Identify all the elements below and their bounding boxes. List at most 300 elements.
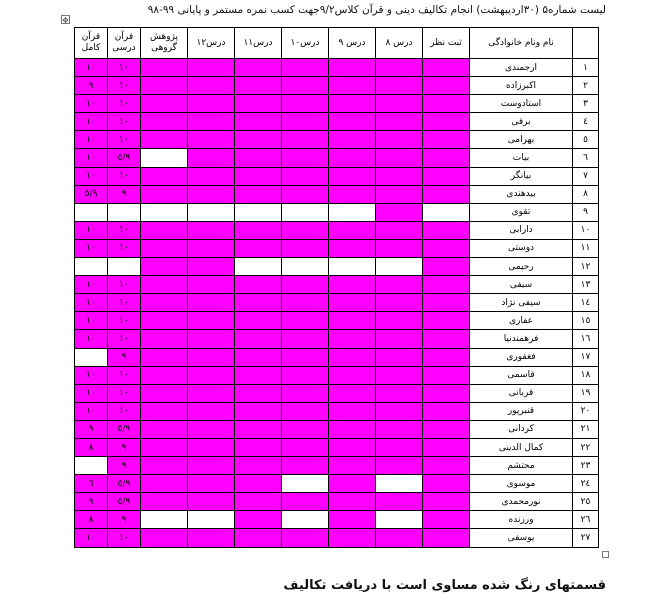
student-name: محتشم <box>470 457 573 475</box>
group-research-cell <box>141 529 188 547</box>
sabt-nazar-cell <box>423 167 470 185</box>
lesson-12-cell <box>188 438 235 456</box>
lesson-11-cell <box>235 77 282 95</box>
lesson-9-cell <box>329 95 376 113</box>
lesson-9-cell <box>329 276 376 294</box>
quran-darsi-cell: ۱۰ <box>108 402 141 420</box>
lesson-12-cell <box>188 475 235 493</box>
lesson-8-cell <box>376 384 423 402</box>
lesson-12-cell <box>188 312 235 330</box>
lesson-12-cell <box>188 113 235 131</box>
group-research-cell <box>141 59 188 77</box>
table-row <box>75 294 599 312</box>
sabt-nazar-cell <box>423 239 470 257</box>
lesson-9-cell <box>329 420 376 438</box>
quran-darsi-cell: ۱۰ <box>108 167 141 185</box>
row-number: ۲۷ <box>573 529 599 547</box>
lesson-8-cell <box>376 366 423 384</box>
lesson-12-cell <box>188 167 235 185</box>
table-row <box>75 511 599 529</box>
row-number: ٤ <box>573 113 599 131</box>
lesson-10-cell <box>282 457 329 475</box>
table-row <box>75 438 599 456</box>
lesson-8-cell <box>376 330 423 348</box>
lesson-11-cell <box>235 475 282 493</box>
sabt-nazar-cell <box>423 420 470 438</box>
lesson-11-cell <box>235 113 282 131</box>
group-research-cell <box>141 475 188 493</box>
quran-darsi-cell: ۹ <box>108 348 141 366</box>
table-row <box>75 221 599 239</box>
lesson-12-cell <box>188 511 235 529</box>
row-number: ۲٦ <box>573 511 599 529</box>
quran-darsi-cell: ۹/٥ <box>108 420 141 438</box>
group-research-cell <box>141 167 188 185</box>
lesson-10-cell <box>282 276 329 294</box>
group-research-cell <box>141 77 188 95</box>
lesson-8-cell <box>376 276 423 294</box>
lesson-8-cell <box>376 493 423 511</box>
quran-darsi-cell: ۹ <box>108 511 141 529</box>
quran-kamel-cell: ۱۰ <box>75 221 108 239</box>
sabt-nazar-cell <box>423 95 470 113</box>
lesson-8-cell <box>376 77 423 95</box>
quran-kamel-cell: ۸ <box>75 511 108 529</box>
row-number: ۸ <box>573 185 599 203</box>
table-body <box>75 59 599 548</box>
lesson-12-cell <box>188 185 235 203</box>
row-number: ۱٦ <box>573 330 599 348</box>
header-lesson-8: درس ۸ <box>376 28 423 59</box>
group-research-cell <box>141 438 188 456</box>
lesson-10-cell <box>282 493 329 511</box>
quran-kamel-cell: ۱۰ <box>75 149 108 167</box>
quran-kamel-cell: ۱۰ <box>75 113 108 131</box>
lesson-12-cell <box>188 457 235 475</box>
quran-kamel-cell: ۱۰ <box>75 402 108 420</box>
lesson-8-cell <box>376 221 423 239</box>
quran-darsi-cell: ۱۰ <box>108 239 141 257</box>
student-name: قاسمی <box>470 366 573 384</box>
lesson-8-cell <box>376 258 423 276</box>
quran-kamel-cell: ۱۰ <box>75 59 108 77</box>
lesson-11-cell <box>235 239 282 257</box>
lesson-12-cell <box>188 493 235 511</box>
group-research-cell <box>141 95 188 113</box>
lesson-9-cell <box>329 221 376 239</box>
quran-kamel-cell: ۸ <box>75 438 108 456</box>
lesson-11-cell <box>235 493 282 511</box>
lesson-10-cell <box>282 475 329 493</box>
table-row <box>75 457 599 475</box>
lesson-10-cell <box>282 239 329 257</box>
lesson-12-cell <box>188 203 235 221</box>
table-row <box>75 312 599 330</box>
lesson-12-cell <box>188 384 235 402</box>
table-row <box>75 420 599 438</box>
group-research-cell <box>141 131 188 149</box>
header-sabt-nazar: ثبت نظر <box>423 28 470 59</box>
student-name: سیفی نژاد <box>470 294 573 312</box>
lesson-9-cell <box>329 294 376 312</box>
row-number: ۱۱ <box>573 239 599 257</box>
student-name: نورمحمدی <box>470 493 573 511</box>
lesson-12-cell <box>188 294 235 312</box>
lesson-9-cell <box>329 330 376 348</box>
sabt-nazar-cell <box>423 294 470 312</box>
sabt-nazar-cell <box>423 457 470 475</box>
grades-table <box>74 27 599 548</box>
student-name: برقی <box>470 113 573 131</box>
lesson-11-cell <box>235 529 282 547</box>
row-number: ۲۳ <box>573 457 599 475</box>
quran-darsi-cell: ۹/٥ <box>108 493 141 511</box>
table-row <box>75 185 599 203</box>
student-name: دارابی <box>470 221 573 239</box>
quran-darsi-cell: ۱۰ <box>108 294 141 312</box>
lesson-8-cell <box>376 149 423 167</box>
lesson-9-cell <box>329 384 376 402</box>
lesson-11-cell <box>235 402 282 420</box>
quran-kamel-cell: ۱۰ <box>75 131 108 149</box>
student-name: بیدهندی <box>470 185 573 203</box>
student-name: فرهمندنیا <box>470 330 573 348</box>
group-research-cell <box>141 276 188 294</box>
lesson-9-cell <box>329 511 376 529</box>
lesson-12-cell <box>188 276 235 294</box>
lesson-12-cell <box>188 149 235 167</box>
lesson-9-cell <box>329 438 376 456</box>
lesson-9-cell <box>329 366 376 384</box>
lesson-10-cell <box>282 59 329 77</box>
student-name: سیفی <box>470 276 573 294</box>
lesson-9-cell <box>329 258 376 276</box>
sabt-nazar-cell <box>423 276 470 294</box>
quran-kamel-cell: ۱۰ <box>75 239 108 257</box>
lesson-8-cell <box>376 167 423 185</box>
student-name: عفاری <box>470 312 573 330</box>
student-name: بیات <box>470 149 573 167</box>
sabt-nazar-cell <box>423 511 470 529</box>
group-research-cell <box>141 113 188 131</box>
group-research-cell <box>141 402 188 420</box>
lesson-10-cell <box>282 95 329 113</box>
lesson-10-cell <box>282 167 329 185</box>
lesson-12-cell <box>188 239 235 257</box>
student-name: رحیمی <box>470 258 573 276</box>
quran-darsi-cell: ۱۰ <box>108 77 141 95</box>
quran-kamel-cell <box>75 203 108 221</box>
lesson-12-cell <box>188 131 235 149</box>
quran-darsi-cell: ۱۰ <box>108 221 141 239</box>
lesson-11-cell <box>235 276 282 294</box>
lesson-8-cell <box>376 59 423 77</box>
lesson-10-cell <box>282 330 329 348</box>
header-lesson-9: درس ۹ <box>329 28 376 59</box>
sabt-nazar-cell <box>423 113 470 131</box>
quran-kamel-cell: ٦ <box>75 475 108 493</box>
row-number: ۱۲ <box>573 258 599 276</box>
sabt-nazar-cell <box>423 384 470 402</box>
lesson-8-cell <box>376 312 423 330</box>
lesson-9-cell <box>329 348 376 366</box>
student-name: کردانی <box>470 420 573 438</box>
lesson-8-cell <box>376 511 423 529</box>
lesson-11-cell <box>235 185 282 203</box>
lesson-9-cell <box>329 77 376 95</box>
quran-kamel-cell: ۹ <box>75 493 108 511</box>
lesson-8-cell <box>376 402 423 420</box>
row-number: ۱ <box>573 59 599 77</box>
lesson-8-cell <box>376 185 423 203</box>
lesson-11-cell <box>235 348 282 366</box>
student-name: فغفوری <box>470 348 573 366</box>
lesson-8-cell <box>376 475 423 493</box>
header-lesson-12: درس۱۲ <box>188 28 235 59</box>
quran-kamel-cell: ۹ <box>75 420 108 438</box>
lesson-8-cell <box>376 131 423 149</box>
table-row <box>75 113 599 131</box>
lesson-12-cell <box>188 95 235 113</box>
row-number: ۹ <box>573 203 599 221</box>
student-name: کمال الدینی <box>470 438 573 456</box>
lesson-9-cell <box>329 149 376 167</box>
group-research-cell <box>141 420 188 438</box>
quran-darsi-cell: ۱۰ <box>108 276 141 294</box>
lesson-12-cell <box>188 330 235 348</box>
lesson-9-cell <box>329 203 376 221</box>
table-row <box>75 258 599 276</box>
lesson-12-cell <box>188 221 235 239</box>
table-row <box>75 77 599 95</box>
quran-darsi-cell: ۹/٥ <box>108 475 141 493</box>
lesson-11-cell <box>235 149 282 167</box>
quran-darsi-cell: ۹ <box>108 438 141 456</box>
quran-darsi-cell <box>108 203 141 221</box>
lesson-10-cell <box>282 402 329 420</box>
lesson-10-cell <box>282 511 329 529</box>
lesson-11-cell <box>235 312 282 330</box>
header-lesson-11: درس۱۱ <box>235 28 282 59</box>
lesson-10-cell <box>282 438 329 456</box>
lesson-11-cell <box>235 294 282 312</box>
group-research-cell <box>141 203 188 221</box>
row-number: ۲ <box>573 77 599 95</box>
row-number: ۲٥ <box>573 493 599 511</box>
lesson-9-cell <box>329 239 376 257</box>
quran-darsi-cell: ۱۰ <box>108 312 141 330</box>
lesson-8-cell <box>376 348 423 366</box>
lesson-9-cell <box>329 457 376 475</box>
student-name: اکبرزاده <box>470 77 573 95</box>
lesson-9-cell <box>329 59 376 77</box>
table-move-handle-icon[interactable]: ✥ <box>62 16 69 25</box>
lesson-10-cell <box>282 185 329 203</box>
lesson-12-cell <box>188 77 235 95</box>
sabt-nazar-cell <box>423 149 470 167</box>
row-number: ۷ <box>573 167 599 185</box>
lesson-12-cell <box>188 420 235 438</box>
row-number: ٥ <box>573 131 599 149</box>
table-row <box>75 348 599 366</box>
table-row <box>75 276 599 294</box>
student-name: ارجمندی <box>470 59 573 77</box>
lesson-11-cell <box>235 511 282 529</box>
lesson-10-cell <box>282 149 329 167</box>
lesson-12-cell <box>188 366 235 384</box>
table-row <box>75 475 599 493</box>
group-research-cell <box>141 294 188 312</box>
table-header-row <box>75 28 599 59</box>
table-row <box>75 366 599 384</box>
row-number: ۱۹ <box>573 384 599 402</box>
quran-kamel-cell: ۱۰ <box>75 312 108 330</box>
row-number: ۲۰ <box>573 402 599 420</box>
group-research-cell <box>141 330 188 348</box>
sabt-nazar-cell <box>423 475 470 493</box>
quran-kamel-cell: ۱۰ <box>75 276 108 294</box>
quran-kamel-cell <box>75 258 108 276</box>
lesson-9-cell <box>329 312 376 330</box>
lesson-11-cell <box>235 203 282 221</box>
group-research-cell <box>141 258 188 276</box>
header-group-research: پژوهش گروهی <box>141 28 188 59</box>
sabt-nazar-cell <box>423 348 470 366</box>
table-row <box>75 131 599 149</box>
lesson-10-cell <box>282 203 329 221</box>
row-number: ۱٥ <box>573 312 599 330</box>
sabt-nazar-cell <box>423 366 470 384</box>
table-row <box>75 203 599 221</box>
quran-darsi-cell: ۱۰ <box>108 113 141 131</box>
lesson-8-cell <box>376 438 423 456</box>
quran-kamel-cell: ۱۰ <box>75 529 108 547</box>
lesson-10-cell <box>282 529 329 547</box>
sabt-nazar-cell <box>423 493 470 511</box>
table-row <box>75 95 599 113</box>
group-research-cell <box>141 221 188 239</box>
sabt-nazar-cell <box>423 59 470 77</box>
table-row <box>75 167 599 185</box>
student-name: یوسفی <box>470 529 573 547</box>
lesson-11-cell <box>235 167 282 185</box>
quran-darsi-cell: ۱۰ <box>108 529 141 547</box>
lesson-9-cell <box>329 113 376 131</box>
lesson-9-cell <box>329 475 376 493</box>
header-number <box>573 28 599 59</box>
lesson-11-cell <box>235 384 282 402</box>
sabt-nazar-cell <box>423 438 470 456</box>
student-name: قربانی <box>470 384 573 402</box>
group-research-cell <box>141 511 188 529</box>
row-number: ۲۱ <box>573 420 599 438</box>
lesson-9-cell <box>329 167 376 185</box>
group-research-cell <box>141 457 188 475</box>
table-row <box>75 239 599 257</box>
quran-darsi-cell <box>108 258 141 276</box>
row-number: ۱۳ <box>573 276 599 294</box>
lesson-11-cell <box>235 330 282 348</box>
sabt-nazar-cell <box>423 258 470 276</box>
row-number: ۲٤ <box>573 475 599 493</box>
lesson-10-cell <box>282 113 329 131</box>
lesson-12-cell <box>188 529 235 547</box>
lesson-9-cell <box>329 493 376 511</box>
student-name: ورزنده <box>470 511 573 529</box>
row-number: ٦ <box>573 149 599 167</box>
sabt-nazar-cell <box>423 529 470 547</box>
lesson-11-cell <box>235 258 282 276</box>
table-row <box>75 402 599 420</box>
quran-darsi-cell: ۱۰ <box>108 330 141 348</box>
lesson-11-cell <box>235 438 282 456</box>
lesson-10-cell <box>282 384 329 402</box>
lesson-11-cell <box>235 131 282 149</box>
group-research-cell <box>141 348 188 366</box>
lesson-12-cell <box>188 59 235 77</box>
sabt-nazar-cell <box>423 185 470 203</box>
table-resize-handle-icon[interactable] <box>602 551 609 558</box>
sabt-nazar-cell <box>423 77 470 95</box>
row-number: ۱۷ <box>573 348 599 366</box>
lesson-8-cell <box>376 203 423 221</box>
row-number: ۱۰ <box>573 221 599 239</box>
group-research-cell <box>141 366 188 384</box>
quran-kamel-cell: ۱۰ <box>75 294 108 312</box>
table-row <box>75 384 599 402</box>
sabt-nazar-cell <box>423 203 470 221</box>
lesson-10-cell <box>282 348 329 366</box>
quran-darsi-cell: ۱۰ <box>108 366 141 384</box>
lesson-8-cell <box>376 95 423 113</box>
student-name: تقوی <box>470 203 573 221</box>
lesson-10-cell <box>282 420 329 438</box>
lesson-8-cell <box>376 239 423 257</box>
quran-kamel-cell: ۱۰ <box>75 330 108 348</box>
lesson-10-cell <box>282 221 329 239</box>
lesson-11-cell <box>235 221 282 239</box>
quran-kamel-cell: ۱۰ <box>75 95 108 113</box>
quran-kamel-cell <box>75 348 108 366</box>
table-row <box>75 529 599 547</box>
lesson-12-cell <box>188 402 235 420</box>
lesson-9-cell <box>329 402 376 420</box>
lesson-10-cell <box>282 258 329 276</box>
lesson-10-cell <box>282 366 329 384</box>
quran-darsi-cell: ۱۰ <box>108 95 141 113</box>
lesson-8-cell <box>376 113 423 131</box>
quran-kamel-cell: ۱۰ <box>75 366 108 384</box>
lesson-11-cell <box>235 59 282 77</box>
quran-darsi-cell: ۱۰ <box>108 59 141 77</box>
lesson-9-cell <box>329 131 376 149</box>
group-research-cell <box>141 239 188 257</box>
lesson-9-cell <box>329 529 376 547</box>
lesson-8-cell <box>376 529 423 547</box>
student-name: بهرامی <box>470 131 573 149</box>
sabt-nazar-cell <box>423 131 470 149</box>
sabt-nazar-cell <box>423 221 470 239</box>
quran-kamel-cell: ۹/٥ <box>75 185 108 203</box>
lesson-9-cell <box>329 185 376 203</box>
quran-darsi-cell: ۹ <box>108 185 141 203</box>
row-number: ۱۸ <box>573 366 599 384</box>
lesson-11-cell <box>235 457 282 475</box>
header-quran-darsi: قرآن درسی <box>108 28 141 59</box>
group-research-cell <box>141 312 188 330</box>
row-number: ۲۲ <box>573 438 599 456</box>
lesson-8-cell <box>376 457 423 475</box>
